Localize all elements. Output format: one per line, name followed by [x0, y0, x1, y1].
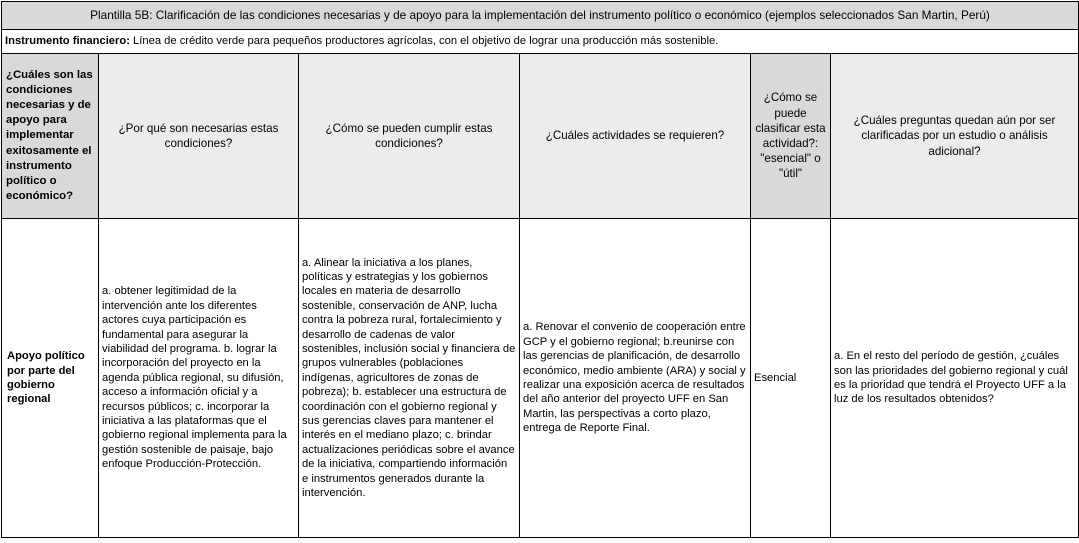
header-activities: ¿Cuáles actividades se requieren? [520, 54, 751, 219]
header-how: ¿Cómo se pueden cumplir estas condiciones? [299, 54, 520, 219]
header-why: ¿Por qué son necesarias estas condiciones? [99, 54, 299, 219]
header-row [2, 54, 1079, 219]
header-questions: ¿Cuáles preguntas quedan aún por ser clarificadas por un estudio o análisis adicional? [831, 54, 1079, 219]
cell-activities: a. Renovar el convenio de cooperación entre GCP y el gobierno regional; b.reunirse con las gerencias de planificación, de desarrollo económico, medio ambiente (ARA) y social y realizar una exposición acerca de resultados del año anterior del proyecto UFF en San Martin, las perspectivas a corto plazo, entrega de Reporte Final. [520, 219, 751, 538]
instrument-row [2, 30, 1079, 54]
template-table [1, 1, 1079, 538]
title-row [2, 2, 1079, 30]
cell-questions: a. En el resto del período de gestión, ¿cuáles son las prioridades del gobierno regional y cuál es la prioridad que tendrá el Proyecto UFF a la luz de los resultados obtenidos? [831, 219, 1079, 538]
instrument-cell [2, 30, 1079, 54]
header-conditions: ¿Cuáles son las condiciones necesarias y de apoyo para implementar exitosamente el instrumento político o económico? [2, 54, 99, 219]
instrument-label: Instrumento financiero: [5, 35, 130, 48]
cell-condition: Apoyo político por parte del gobierno regional [2, 219, 99, 538]
table-title: Plantilla 5B: Clarificación de las condiciones necesarias y de apoyo para la implementación del instrumento político o económico (ejemplos seleccionados San Martin, Perú) [2, 2, 1079, 30]
table-row [2, 219, 1079, 538]
header-classification: ¿Cómo se puede clasificar esta actividad?: "esencial" o "útil" [751, 54, 831, 219]
cell-why: a. obtener legitimidad de la intervención ante los diferentes actores cuya participación es fundamental para asegurar la viabilidad del programa. b. lograr la incorporación del proyecto en la agenda pública regional, su difusión, acceso a información oficial y a recursos públicos; c. incorporar la iniciativa a las plataformas que el gobierno regional implementa para la gestión sostenible de paisaje, bajo enfoque Producción-Protección. [99, 219, 299, 538]
cell-how: a. Alinear la iniciativa a los planes, políticas y estrategias y los gobiernos locales en materia de desarrollo sostenible, conservación de ANP, lucha contra la pobreza rural, fortalecimiento y desarrollo de cadenas de valor sostenibles, inclusión social y financiera de grupos vulnerables (poblaciones indígenas, agricultores de zonas de pobreza); b. establecer una estructura de coordinación con el gobierno regional y sus gerencias claves para mantener el interés en el mediano plazo; c. brindar actualizaciones periódicas sobre el avance de la iniciativa, compartiendo información e instrumentos generados durante la intervención. [299, 219, 520, 538]
instrument-text: Línea de crédito verde para pequeños productores agrícolas, con el objetivo de lograr una producción más sostenible. [129, 35, 719, 48]
cell-classification: Esencial [751, 219, 831, 538]
